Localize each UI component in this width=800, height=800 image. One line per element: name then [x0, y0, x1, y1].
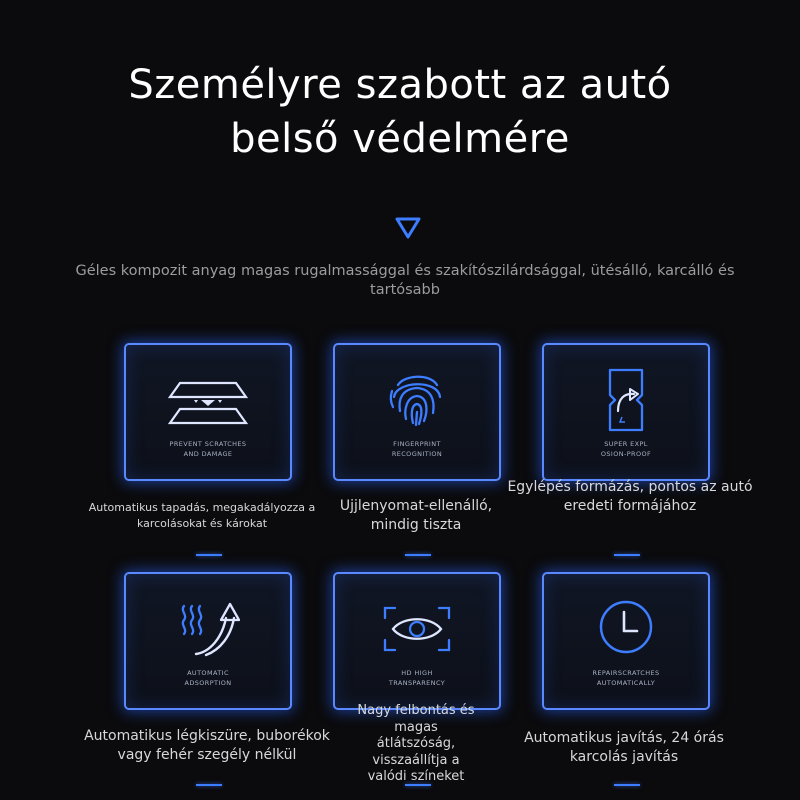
page-title	[0, 58, 800, 166]
card-label	[335, 439, 499, 459]
card-label-line-2: AND DAMAGE	[183, 450, 233, 458]
card-label	[126, 668, 290, 688]
feature-card-absorption	[124, 572, 292, 710]
card-label-line-2: ADSORPTION	[184, 679, 232, 687]
card-label-line-2: TRANSPARENCY	[388, 679, 446, 687]
divider-dash	[196, 784, 222, 786]
card-label-line-1: SUPER EXPL	[604, 440, 648, 448]
caption-scratch: Automatikus tapadás, megakadályozza a karcolásokat és károkat	[88, 501, 316, 530]
divider-dash	[405, 554, 431, 556]
triangle-down-icon	[394, 216, 422, 240]
explosion-proof-icon	[606, 367, 646, 433]
card-label	[544, 439, 708, 459]
feature-card-explosion-proof	[542, 343, 710, 481]
feature-card-fingerprint	[333, 343, 501, 481]
divider-dash	[405, 784, 431, 786]
caption-explosion-proof: Egylépés formázás, pontos az autó eredeti formájához	[507, 479, 753, 514]
feature-card-transparency	[333, 572, 501, 710]
card-label-line-2: OSION-PROOF	[600, 450, 652, 458]
card-label	[335, 668, 499, 688]
card-label-line-2: AUTOMATICALLY	[596, 679, 656, 687]
card-label-line-1: REPAIRSCRATCHES	[592, 669, 660, 677]
feature-card-scratch	[124, 343, 292, 481]
card-label-line-1: FINGERPRINT	[393, 440, 441, 448]
clock-icon	[597, 598, 655, 656]
caption-absorption: Automatikus légkiszüre, buborékok vagy fehér szegély nélkül	[84, 728, 330, 763]
feature-card-repair	[542, 572, 710, 710]
eye-icon	[381, 604, 453, 654]
card-label-line-1: AUTOMATIC	[187, 669, 229, 677]
title-line-1: Személyre szabott az autó	[128, 62, 672, 108]
divider-dash	[196, 554, 222, 556]
layers-icon	[166, 379, 250, 427]
caption-transparency: Nagy felbontás és magas átlátszóság, visszaállítja a valódi színeket	[357, 703, 475, 784]
fingerprint-icon	[386, 367, 448, 429]
card-label	[126, 439, 290, 459]
card-label	[544, 668, 708, 688]
caption-fingerprint: Ujjlenyomat-ellenálló, mindig tiszta	[339, 498, 493, 533]
caption-repair: Automatikus javítás, 24 órás karcolás javítás	[524, 730, 724, 765]
subtitle: Géles kompozit anyag magas rugalmassággal és szakítószilárdsággal, ütésálló, karcálló és tartósabb	[75, 263, 735, 298]
card-label-line-1: PREVENT SCRATCHES	[169, 440, 247, 448]
absorption-icon	[176, 598, 240, 658]
card-label-line-1: HD HIGH	[401, 669, 433, 677]
divider-dash	[614, 784, 640, 786]
divider-dash	[614, 554, 640, 556]
card-label-line-2: RECOGNITION	[391, 450, 443, 458]
title-line-2: belső védelmére	[230, 116, 570, 162]
